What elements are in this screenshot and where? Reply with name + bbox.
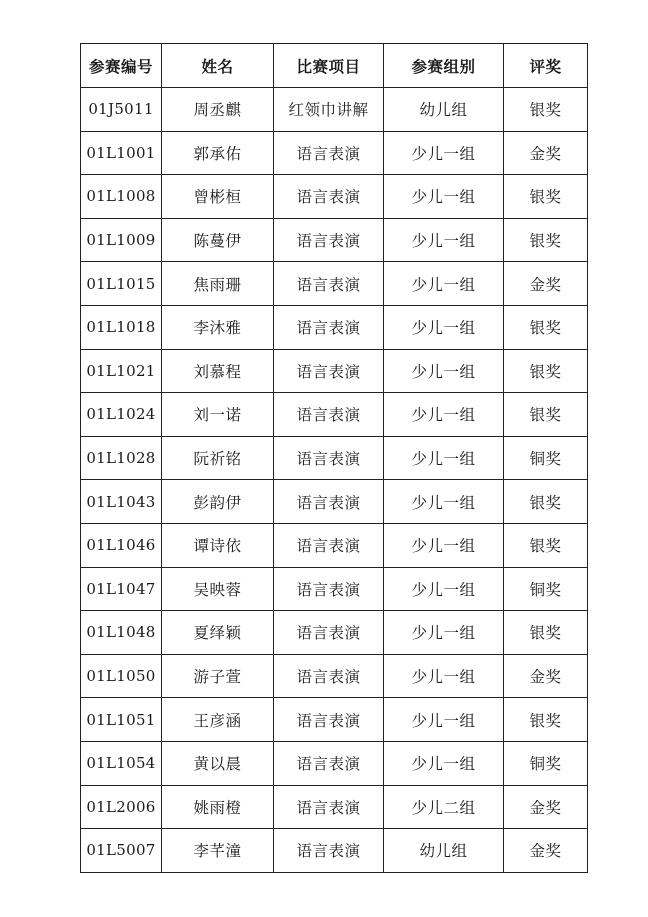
cell-name: 阮祈铭: [162, 436, 274, 480]
cell-event: 语言表演: [274, 567, 384, 611]
header-name: 姓名: [162, 44, 274, 88]
cell-event: 语言表演: [274, 698, 384, 742]
table-row: [81, 480, 588, 524]
cell-group: 少儿二组: [384, 785, 504, 829]
cell-event: 语言表演: [274, 480, 384, 524]
cell-award: 金奖: [504, 131, 588, 175]
cell-award: 铜奖: [504, 741, 588, 785]
cell-group: 少儿一组: [384, 305, 504, 349]
cell-award: 银奖: [504, 480, 588, 524]
cell-group: 少儿一组: [384, 131, 504, 175]
header-award: 评奖: [504, 44, 588, 88]
cell-name: 周丞麒: [162, 88, 274, 132]
table-row: [81, 654, 588, 698]
cell-award: 铜奖: [504, 567, 588, 611]
cell-entry-number: 01L1024: [81, 393, 162, 437]
cell-entry-number: 01L1008: [81, 175, 162, 219]
cell-group: 少儿一组: [384, 480, 504, 524]
cell-entry-number: 01L1054: [81, 741, 162, 785]
cell-event: 语言表演: [274, 393, 384, 437]
cell-name: 焦雨珊: [162, 262, 274, 306]
cell-entry-number: 01L1051: [81, 698, 162, 742]
cell-entry-number: 01L1050: [81, 654, 162, 698]
cell-entry-number: 01L5007: [81, 829, 162, 873]
cell-name: 夏绎颖: [162, 611, 274, 655]
table-row: [81, 262, 588, 306]
cell-award: 金奖: [504, 654, 588, 698]
cell-group: 少儿一组: [384, 175, 504, 219]
cell-event: 语言表演: [274, 349, 384, 393]
cell-entry-number: 01L1009: [81, 218, 162, 262]
cell-name: 姚雨橙: [162, 785, 274, 829]
cell-event: 语言表演: [274, 829, 384, 873]
cell-entry-number: 01L1043: [81, 480, 162, 524]
cell-group: 少儿一组: [384, 262, 504, 306]
cell-group: 幼儿组: [384, 88, 504, 132]
table-row: [81, 829, 588, 873]
cell-event: 语言表演: [274, 175, 384, 219]
cell-entry-number: 01L1001: [81, 131, 162, 175]
table-row: [81, 131, 588, 175]
header-row: [81, 44, 588, 88]
cell-award: 银奖: [504, 175, 588, 219]
cell-name: 吴映蓉: [162, 567, 274, 611]
cell-event: 语言表演: [274, 741, 384, 785]
cell-group: 少儿一组: [384, 349, 504, 393]
cell-name: 郭承佑: [162, 131, 274, 175]
cell-name: 游子萱: [162, 654, 274, 698]
table-row: [81, 175, 588, 219]
cell-group: 少儿一组: [384, 741, 504, 785]
cell-entry-number: 01L1046: [81, 523, 162, 567]
cell-group: 少儿一组: [384, 218, 504, 262]
cell-name: 黄以晨: [162, 741, 274, 785]
cell-name: 曾彬桓: [162, 175, 274, 219]
cell-award: 银奖: [504, 218, 588, 262]
cell-event: 语言表演: [274, 131, 384, 175]
header-entry-number: 参赛编号: [81, 44, 162, 88]
cell-group: 少儿一组: [384, 698, 504, 742]
cell-group: 少儿一组: [384, 393, 504, 437]
cell-entry-number: 01L1048: [81, 611, 162, 655]
cell-award: 银奖: [504, 349, 588, 393]
cell-award: 银奖: [504, 611, 588, 655]
cell-award: 银奖: [504, 88, 588, 132]
cell-name: 李芊潼: [162, 829, 274, 873]
table-row: [81, 88, 588, 132]
table-row: [81, 218, 588, 262]
cell-award: 银奖: [504, 698, 588, 742]
table-row: [81, 393, 588, 437]
cell-entry-number: 01L1047: [81, 567, 162, 611]
table-row: [81, 698, 588, 742]
cell-name: 李沐雅: [162, 305, 274, 349]
cell-event: 语言表演: [274, 436, 384, 480]
table-header: [81, 44, 588, 88]
table-row: [81, 741, 588, 785]
table-row: [81, 523, 588, 567]
cell-event: 语言表演: [274, 262, 384, 306]
cell-event: 语言表演: [274, 218, 384, 262]
cell-award: 银奖: [504, 393, 588, 437]
cell-entry-number: 01J5011: [81, 88, 162, 132]
cell-event: 语言表演: [274, 611, 384, 655]
cell-award: 金奖: [504, 262, 588, 306]
header-event: 比赛项目: [274, 44, 384, 88]
cell-event: 红领巾讲解: [274, 88, 384, 132]
cell-group: 少儿一组: [384, 611, 504, 655]
cell-event: 语言表演: [274, 523, 384, 567]
cell-event: 语言表演: [274, 305, 384, 349]
cell-award: 银奖: [504, 305, 588, 349]
table-row: [81, 567, 588, 611]
cell-group: 少儿一组: [384, 523, 504, 567]
table-row: [81, 349, 588, 393]
table-row: [81, 305, 588, 349]
cell-entry-number: 01L1015: [81, 262, 162, 306]
cell-name: 刘一诺: [162, 393, 274, 437]
cell-entry-number: 01L1018: [81, 305, 162, 349]
cell-name: 彭韵伊: [162, 480, 274, 524]
table-body: [81, 88, 588, 873]
header-group: 参赛组别: [384, 44, 504, 88]
cell-group: 幼儿组: [384, 829, 504, 873]
cell-award: 金奖: [504, 785, 588, 829]
cell-award: 银奖: [504, 523, 588, 567]
table-row: [81, 436, 588, 480]
cell-event: 语言表演: [274, 654, 384, 698]
award-results-table: [80, 43, 588, 873]
cell-award: 金奖: [504, 829, 588, 873]
cell-award: 铜奖: [504, 436, 588, 480]
cell-entry-number: 01L2006: [81, 785, 162, 829]
cell-entry-number: 01L1021: [81, 349, 162, 393]
cell-entry-number: 01L1028: [81, 436, 162, 480]
cell-group: 少儿一组: [384, 567, 504, 611]
cell-name: 陈蔓伊: [162, 218, 274, 262]
cell-group: 少儿一组: [384, 654, 504, 698]
cell-event: 语言表演: [274, 785, 384, 829]
cell-name: 王彦涵: [162, 698, 274, 742]
cell-name: 谭诗依: [162, 523, 274, 567]
cell-name: 刘慕程: [162, 349, 274, 393]
table-row: [81, 611, 588, 655]
table-row: [81, 785, 588, 829]
cell-group: 少儿一组: [384, 436, 504, 480]
